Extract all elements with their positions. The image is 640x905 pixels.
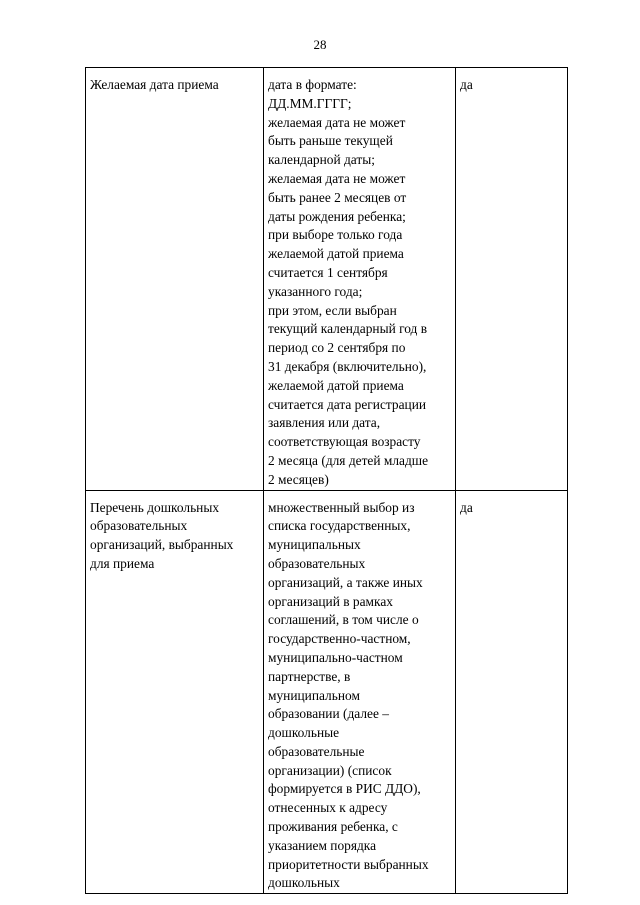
cell-line: соглашений, в том числе о bbox=[268, 612, 419, 628]
cell-line: дошкольных bbox=[268, 875, 340, 891]
cell-line: государственно-частном, bbox=[268, 631, 411, 647]
cell-line: образовательные bbox=[268, 743, 365, 759]
field-description-cell bbox=[264, 68, 456, 491]
cell-line: быть ранее 2 месяцев от bbox=[268, 189, 407, 205]
field-description-cell bbox=[264, 490, 456, 894]
cell-line: заявления или дата, bbox=[268, 415, 381, 431]
cell-line: организации) (список bbox=[268, 762, 392, 778]
cell-line: период со 2 сентября по bbox=[268, 340, 406, 356]
cell-line: считается 1 сентября bbox=[268, 264, 388, 280]
page-number: 28 bbox=[313, 37, 327, 52]
requirements-table bbox=[85, 67, 568, 894]
cell-line: 2 месяца (для детей младше bbox=[268, 452, 429, 468]
cell-line: проживания ребенка, с bbox=[268, 819, 398, 835]
table-row bbox=[86, 490, 568, 894]
cell-line: муниципальном bbox=[268, 687, 360, 703]
cell-line: дошкольные bbox=[268, 725, 340, 741]
cell-line: образовательных bbox=[268, 555, 366, 571]
cell-line: партнерстве, в bbox=[268, 668, 351, 684]
cell-line: для приема bbox=[90, 555, 155, 571]
cell-line: текущий календарный год в bbox=[268, 321, 428, 337]
cell-line: Перечень дошкольных bbox=[90, 499, 220, 515]
cell-line: организаций, выбранных bbox=[90, 537, 234, 553]
cell-line: 31 декабря (включительно), bbox=[268, 358, 427, 374]
required-flag-cell bbox=[456, 68, 568, 491]
cell-line: муниципальных bbox=[268, 537, 361, 553]
field-name-cell bbox=[86, 490, 264, 894]
cell-line: образовательных bbox=[90, 518, 188, 534]
cell-line: Желаемая дата приема bbox=[90, 77, 219, 92]
cell-line: списка государственных, bbox=[268, 518, 411, 534]
cell-line: дата в формате: bbox=[268, 77, 357, 92]
cell-line: желаемой датой приема bbox=[268, 377, 404, 393]
cell-line: даты рождения ребенка; bbox=[268, 208, 406, 224]
table-row bbox=[86, 68, 568, 491]
cell-line: отнесенных к адресу bbox=[268, 800, 388, 816]
cell-line: желаемая дата не может bbox=[268, 114, 406, 130]
cell-line: указанного года; bbox=[268, 283, 363, 299]
cell-line: считается дата регистрации bbox=[268, 396, 427, 412]
cell-line: организаций, а также иных bbox=[268, 574, 423, 590]
cell-line: 2 месяцев) bbox=[268, 471, 329, 487]
required-flag: да bbox=[460, 499, 473, 515]
cell-line: организаций в рамках bbox=[268, 593, 393, 609]
cell-line: формируется в РИС ДДО), bbox=[268, 781, 421, 797]
cell-line: соответствующая возрасту bbox=[268, 434, 421, 450]
cell-line: образовании (далее – bbox=[268, 706, 389, 722]
cell-line: муниципально-частном bbox=[268, 649, 403, 665]
cell-line: быть раньше текущей bbox=[268, 133, 393, 149]
cell-line: ДД.ММ.ГГГГ; bbox=[268, 95, 352, 111]
cell-line: календарной даты; bbox=[268, 152, 375, 168]
cell-line: желаемая дата не может bbox=[268, 170, 406, 186]
required-flag: да bbox=[460, 77, 473, 92]
cell-line: при выборе только года bbox=[268, 227, 403, 243]
cell-line: при этом, если выбран bbox=[268, 302, 397, 318]
cell-line: указанием порядка bbox=[268, 837, 377, 853]
field-name-cell bbox=[86, 68, 264, 491]
cell-line: множественный выбор из bbox=[268, 499, 415, 515]
cell-line: приоритетности выбранных bbox=[268, 856, 429, 872]
cell-line: желаемой датой приема bbox=[268, 246, 404, 262]
required-flag-cell bbox=[456, 490, 568, 894]
